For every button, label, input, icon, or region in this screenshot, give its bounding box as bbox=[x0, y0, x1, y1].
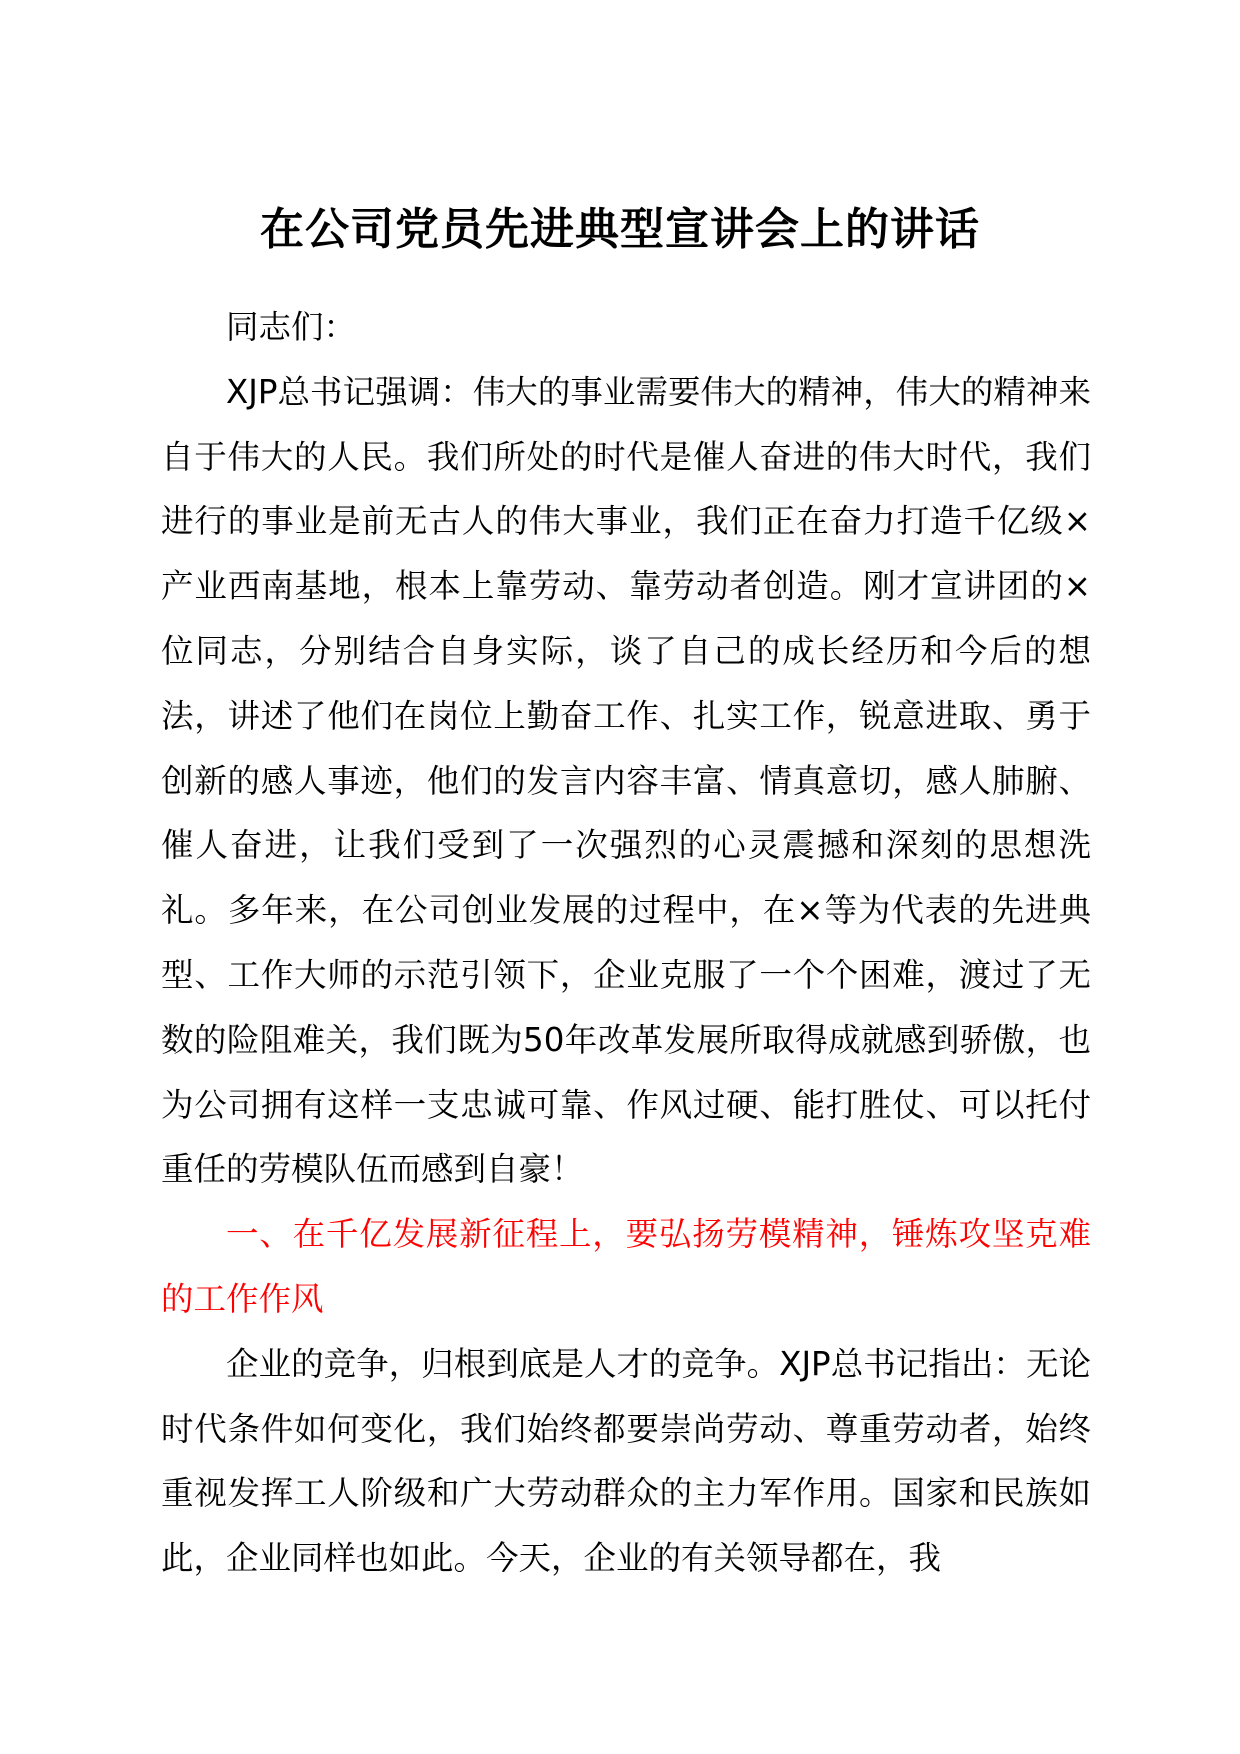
document-title: 在公司党员先进典型宣讲会上的讲话 bbox=[260, 204, 980, 255]
section-heading: 一、在千亿发展新征程上，要弘扬劳模精神，锤炼攻坚克难的工作作风 bbox=[161, 1215, 1091, 1318]
section-paragraph: 企业的竞争，归根到底是人才的竞争。XJP总书记指出：无论时代条件如何变化，我们始终都要崇尚劳动、尊重劳动者，始终重视发挥工人阶级和广大劳动群众的主力军作用。国家和民族如此，企业同样也如此。今天，企业的有关领导都在，我 bbox=[161, 1344, 1091, 1578]
body-paragraph: XJP总书记强调：伟大的事业需要伟大的精神，伟大的精神来自于伟大的人民。我们所处的时代是催人奋进的伟大时代，我们进行的事业是前无古人的伟大事业，我们正在奋力打造千亿级×产业西南基地，根本上靠劳动、靠劳动者创造。刚才宣讲团的×位同志，分别结合自身实际，谈了自己的成长经历和今后的想法，讲述了他们在岗位上勤奋工作、扎实工作，锐意进取、勇于创新的感人事迹，他们的发言内容丰富、情真意切，感人肺腑、催人奋进，让我们受到了一次强烈的心灵震撼和深刻的思想洗礼。多年来，在公司创业发展的过程中，在×等为代表的先进典型、工作大师的示范引领下，企业克服了一个个困难，渡过了无数的险阻难关，我们既为50年改革发展所取得成就感到骄傲，也为公司拥有这样一支忠诚可靠、作风过硬、能打胜仗、可以托付重任的劳模队伍而感到自豪！ bbox=[161, 372, 1091, 1189]
document-body bbox=[161, 295, 1091, 1591]
salutation: 同志们： bbox=[226, 308, 357, 346]
